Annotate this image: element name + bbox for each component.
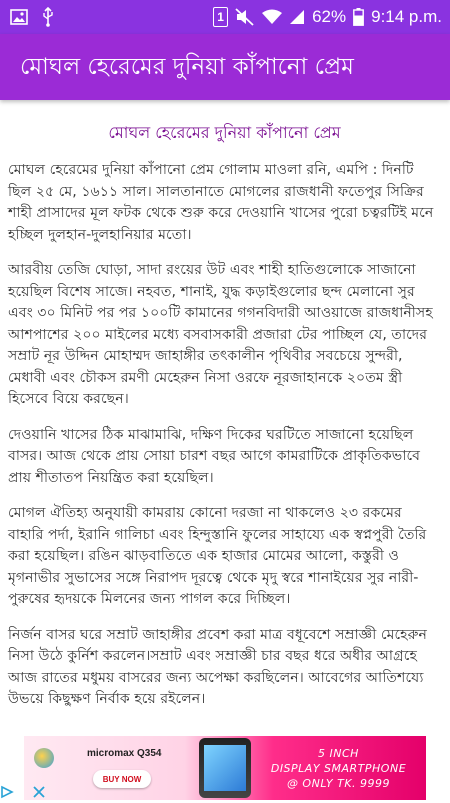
article-paragraph: আরবীয় তেজি ঘোড়া, সাদা রংয়ের উট এবং শাহী হাতিগুলোকে সাজানো হয়েছিল বিশেষ সাজে। নহবত, শানাই, যুদ্ধ কড়াইগুলোর ছন্দ মেলানো সুর এবং ৩০ মিনিট পর পর ১০০টি কামানের গগনবিদারী আওয়াজে রাজধানীসহ আশপাশের ২০০ মাইলের মধ্যে বসবাসকারী প্রজারা টের পাচ্ছিল যে, তাদের সম্রাট নূর উদ্দিন মোহাম্মদ জাহাঙ্গীর তৎকালীন পৃথিবীর সবচেয়ে সুন্দরী, মেধাবী এবং চৌকস রমণী মেহেরুন নিসা ওরফে নূরজাহানকে ২০তম স্ত্রী হিসেবে বিয়ে করছেন।	[8, 262, 433, 407]
ad-banner[interactable]	[24, 736, 426, 800]
article-title: মোঘল হেরেমের দুনিয়া কাঁপানো প্রেম	[108, 123, 341, 142]
app-bar	[0, 34, 450, 100]
status-left-icons	[10, 7, 54, 27]
status-right-icons	[213, 7, 442, 27]
wifi-icon	[262, 9, 282, 25]
clock: 9:14 p.m.	[371, 7, 442, 26]
ad-copy	[251, 736, 426, 800]
ad-brand: micromax Q354	[87, 748, 162, 759]
ad-info-icon[interactable]	[0, 784, 14, 798]
battery-percent: 62%	[312, 7, 347, 26]
ad-buy-now-button[interactable]: BUY NOW	[93, 770, 151, 788]
article-paragraph: দেওয়ানি খাসের ঠিক মাঝামাঝি, দক্ষিণ দিকের ঘরটিতে সাজানো হয়েছিল বাসর। আজ থেকে প্রায় সোয়া চারশ বছর আগে কামরাটিকে প্রাকৃতিকভাবে প্রায় শীতাতপ নিয়ন্ত্রিত করা হয়েছিল।	[8, 426, 421, 486]
phone-image-icon	[199, 738, 251, 798]
status-bar	[0, 0, 450, 34]
article-paragraph: মোঘল হেরেমের দুনিয়া কাঁপানো প্রেম গোলাম মাওলা রনি, এমপি : দিনটি ছিল ২৫ মে, ১৬১১ সাল। সালতানাতে মোগলের রাজধানী ফতেপুর সিক্রির শাহী প্রাসাদের মূল ফটক থেকে শুরু করে দেওয়ানি খাসের পুরো চত্বরটিই মনে হচ্ছিল দুলহান-দুলহানিয়ার মতো।	[8, 162, 434, 243]
usb-icon	[42, 7, 54, 27]
image-notification-icon	[10, 9, 28, 25]
battery-icon	[353, 8, 364, 26]
ad-line-3: @ ONLY TK. 9999	[286, 777, 391, 790]
signal-icon	[289, 9, 305, 25]
ad-close-icon[interactable]	[32, 784, 46, 798]
ad-line-2: DISPLAY SMARTPHONE	[270, 762, 407, 775]
sim-slot-badge: 1	[213, 7, 228, 27]
mute-icon	[235, 8, 255, 26]
article-content[interactable]	[0, 100, 450, 736]
article-paragraph: মোগল ঐতিহ্য অনুযায়ী কামরায় কোনো দরজা না থাকলেও ২৩ রকমের বাহারি পর্দা, ইরানি গালিচা এবং হিন্দুস্তানি ফুলের সাহায্যে এক স্বপ্নপুরী তৈরি করা হয়েছিল। রঙিন ঝাড়বাতিতে এক হাজার মোমের আলো, কস্তুরী ও মৃগনাভীর সুভাসের সঙ্গে নিরাপদ দূরত্বে থেকে মৃদু স্বরে শানাইয়ের সুর নারী-পুরুষের হৃদয়কে মিলনের জন্য পাগল করে দিচ্ছিল।	[8, 505, 427, 607]
article-paragraph: নির্জন বাসর ঘরে সম্রাট জাহাঙ্গীর প্রবেশ করা মাত্র বধূবেশে সম্রাজ্ঞী মেহেরুন নিসা উঠে কুর্নিশ করলেন।সম্রাট এবং সম্রাজ্ঞী চার বছর ধরে অধীর আগ্রহে আজ রাতের মধুময় বাসরের জন্য অপেক্ষা করছিলেন। আবেগের আতিশয্যে উভয়ে কিছুক্ষণ নির্বাক হয়ে রইলেন।	[8, 626, 427, 707]
app-bar-title: মোঘল হেরেমের দুনিয়া কাঁপানো প্রেম	[20, 53, 354, 80]
ad-line-1: 5 INCH	[318, 747, 359, 760]
operator-logo-icon	[34, 748, 54, 768]
ad-product-area	[79, 736, 199, 800]
ad-right-margin	[426, 736, 450, 800]
